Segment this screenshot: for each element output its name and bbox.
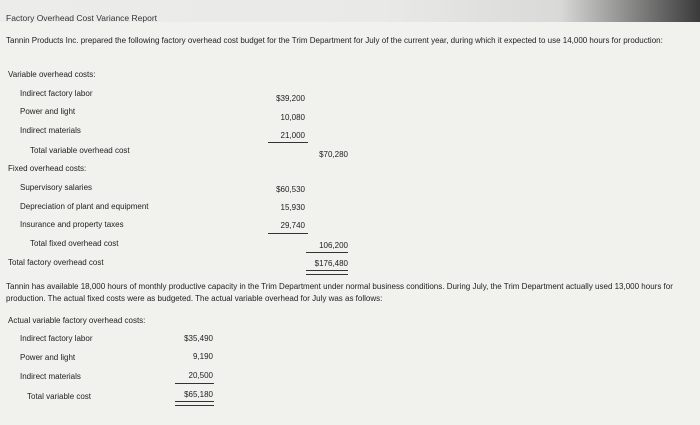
variable-total-label: Total variable overhead cost <box>30 146 130 155</box>
budget-variable-label: Indirect materials <box>20 126 81 135</box>
actual-total-label: Total variable cost <box>27 392 92 401</box>
subtotal-rule <box>268 233 308 234</box>
budget-variable-label: Power and light <box>20 107 76 116</box>
budget-fixed-amount: 29,740 <box>280 221 305 230</box>
actual-item-label: Power and light <box>20 353 76 362</box>
actual-heading: Actual variable factory overhead costs: <box>8 316 146 325</box>
intro-paragraph: Tannin Products Inc. prepared the following factory overhead cost budget for the Trim Department for July of the current year, during which it expected to use 14,000 hours for production: <box>6 36 663 45</box>
actual-item-amount: $35,490 <box>184 334 213 343</box>
actual-item-label: Indirect factory labor <box>20 334 93 343</box>
fixed-heading: Fixed overhead costs: <box>8 164 87 173</box>
actual-total-amount: $65,180 <box>184 390 213 399</box>
budget-fixed-label: Insurance and property taxes <box>20 220 124 229</box>
actual-item-amount: 9,190 <box>192 352 213 361</box>
capacity-paragraph: Tannin has available 18,000 hours of monthly productive capacity in the Trim Department under normal business conditions. During July, the Trim Department actually used 13,000 hours for production. The actual fixed costs were as budgeted. The actual variable overhead for July was as follows: <box>6 282 673 303</box>
budget-fixed-amount: $60,530 <box>276 185 305 194</box>
budget-fixed-amount: 15,930 <box>280 203 305 212</box>
total-rule <box>306 252 348 253</box>
grand-total-amount: $176,480 <box>314 259 348 268</box>
budget-variable-amount: 21,000 <box>280 131 305 140</box>
double-underline <box>175 401 214 406</box>
fixed-total-label: Total fixed overhead cost <box>30 239 119 248</box>
budget-variable-amount: $39,200 <box>276 94 305 103</box>
actual-item-label: Indirect materials <box>20 372 81 381</box>
actual-item-amount: 20,500 <box>188 371 213 380</box>
variable-total-amount: $70,280 <box>319 150 348 159</box>
fixed-total-amount: 106,200 <box>319 241 348 250</box>
subtotal-rule <box>175 383 214 384</box>
grand-total-label: Total factory overhead cost <box>8 258 104 267</box>
budget-fixed-label: Supervisory salaries <box>20 183 93 192</box>
variable-heading: Variable overhead costs: <box>8 70 96 79</box>
report-title: Factory Overhead Cost Variance Report <box>6 13 158 23</box>
double-underline <box>306 270 348 275</box>
budget-fixed-label: Depreciation of plant and equipment <box>20 202 149 211</box>
budget-variable-label: Indirect factory labor <box>20 89 93 98</box>
subtotal-rule <box>268 142 308 143</box>
budget-variable-amount: 10,080 <box>280 113 305 122</box>
